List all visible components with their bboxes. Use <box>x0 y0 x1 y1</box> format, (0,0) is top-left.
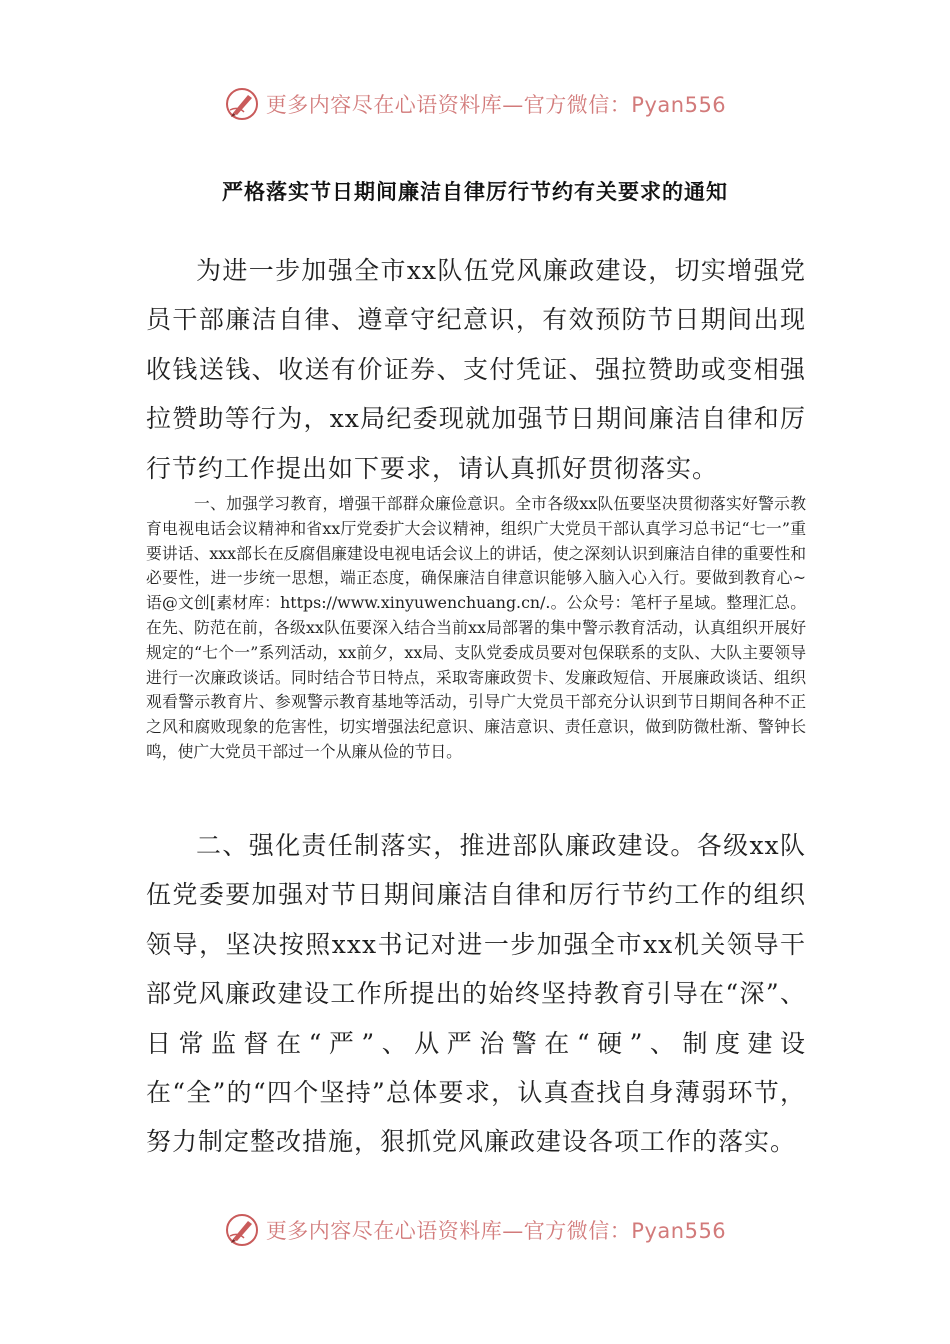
footer-watermark-text: 更多内容尽在心语资料库—官方微信：Pyan556 <box>265 1219 727 1243</box>
intro-paragraph: 为进一步加强全市xx队伍党风廉政建设，切实增强党员干部廉洁自律、遵章守纪意识，有效预防节日期间出现收钱送钱、收送有价证券、支付凭证、强拉赞助或变相强拉赞助等行为，xx局纪委现就加强节日期间廉洁自律和厉行节约工作提出如下要求，请认真抓好贯彻落实。 <box>146 256 806 483</box>
footer-watermark-banner <box>0 1210 950 1250</box>
pen-logo-icon <box>224 86 260 122</box>
section-one-paragraph: 一、加强学习教育，增强干部群众廉俭意识。全市各级xx队伍要坚决贯彻落实好警示教育电视电话会议精神和省xx厅党委扩大会议精神，组织广大党员干部认真学习总书记“七一”重要讲话、xxx部长在反腐倡廉建设电视电话会议上的讲话，使之深刻认识到廉洁自律的重要性和必要性，进一步统一思想，端正态度，确保廉洁自律意识能够入脑入心入行。要做到教育心~语@文创[素材库：https://www.xinyuwenchuang.cn/.。公众号：笔杆子星域。整理汇总。在先、防范在前，各级xx队伍要深入结合当前xx局部署的集中警示教育活动，认真组织开展好规定的“七个一”系列活动，xx前夕，xx局、支队党委成员要对包保联系的支队、大队主要领导进行一次廉政谈话。同时结合节日特点，采取寄廉政贺卡、发廉政短信、开展廉政谈话、组织观看警示教育片、参观警示教育基地等活动，引导广大党员干部充分认识到节日期间各种不正之风和腐败现象的危害性，切实增强法纪意识、廉洁意识、责任意识，做到防微杜渐、警钟长鸣，使广大党员干部过一个从廉从俭的节日。 <box>146 494 806 761</box>
header-watermark-banner <box>0 84 950 124</box>
document-title: 严格落实节日期间廉洁自律厉行节约有关要求的通知 <box>222 180 728 204</box>
pen-logo-icon <box>224 1212 260 1248</box>
section-two-paragraph: 二、强化责任制落实，推进部队廉政建设。各级xx队伍党委要加强对节日期间廉洁自律和厉行节约工作的组织领导，坚决按照xxx书记对进一步加强全市xx机关领导干部党风廉政建设工作所提出的始终坚持教育引导在“深”、日常监督在“严”、从严治警在“硬”、制度建设在“全”的“四个坚持”总体要求，认真查找自身薄弱环节，努力制定整改措施，狠抓党风廉政建设各项工作的落实。 <box>146 831 806 1157</box>
header-watermark-text: 更多内容尽在心语资料库—官方微信：Pyan556 <box>265 93 727 117</box>
